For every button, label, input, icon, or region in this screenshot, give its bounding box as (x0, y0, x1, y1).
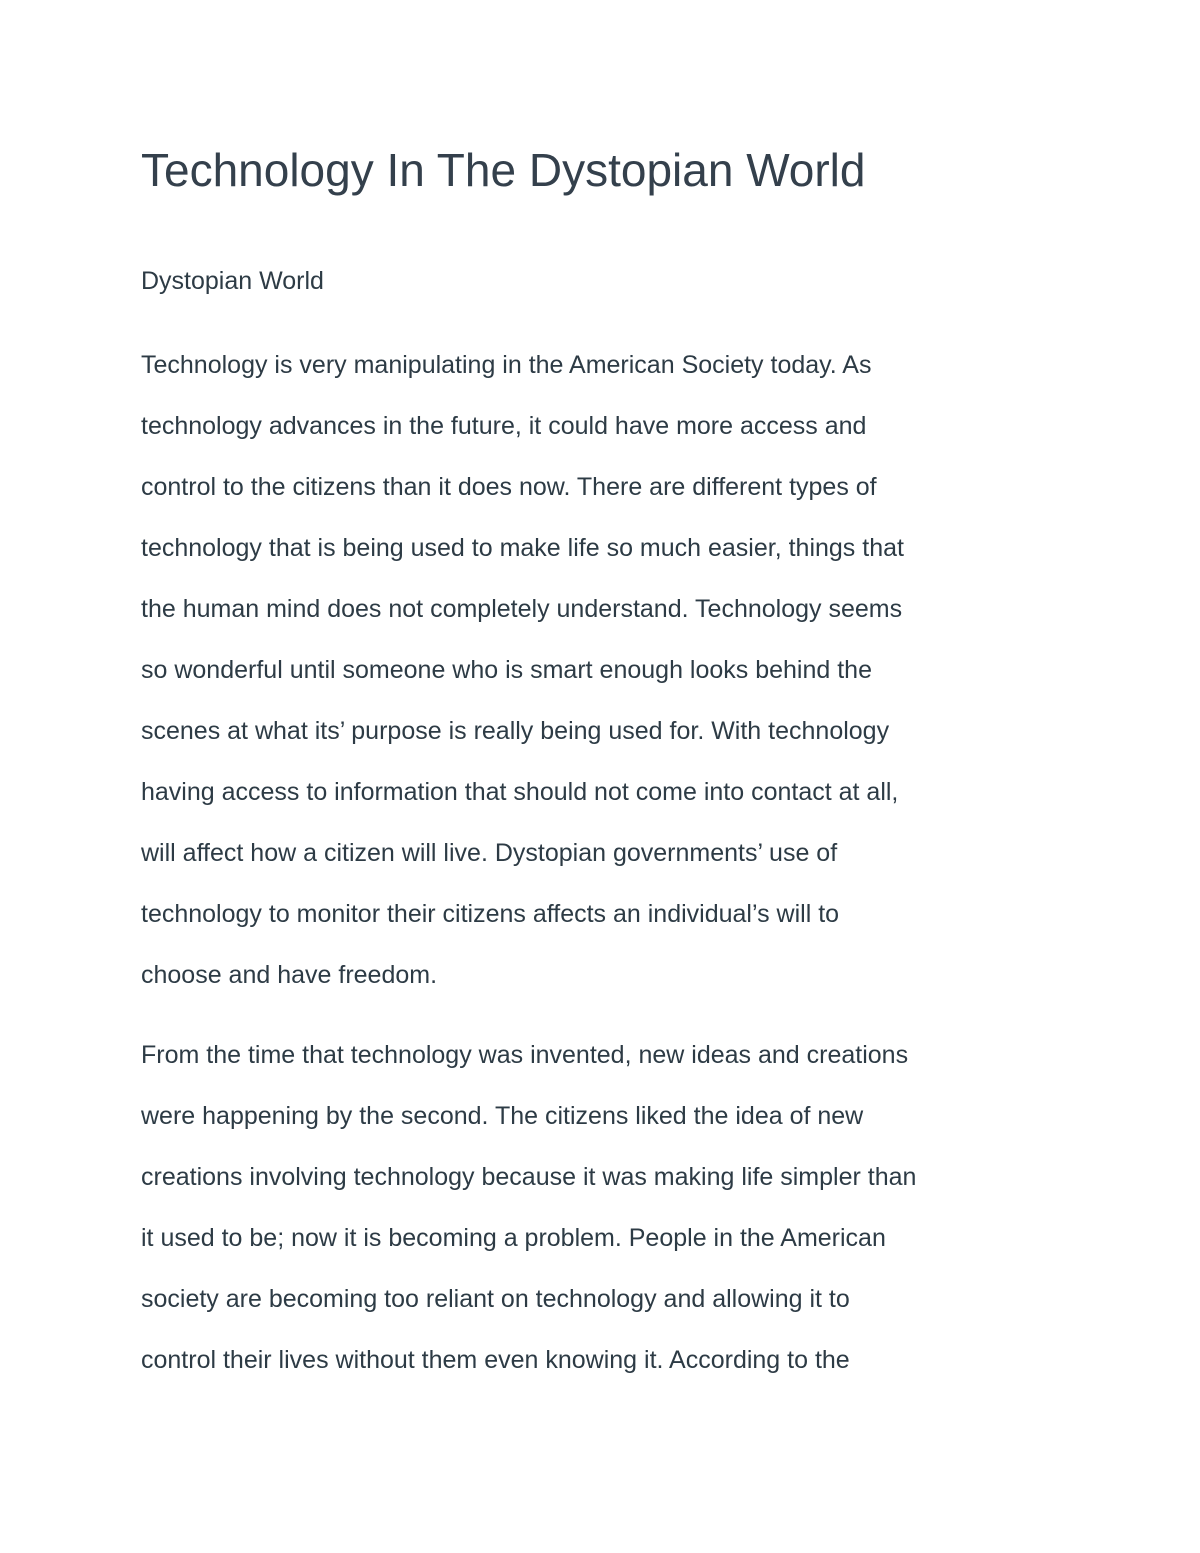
paragraph-line: so wonderful until someone who is smart enough looks behind the (141, 656, 872, 684)
paragraph-line: Technology is very manipulating in the American Society today. As (141, 351, 872, 379)
paragraph-line: technology to monitor their citizens affects an individual’s will to (141, 900, 840, 928)
paragraph-line: having access to information that should not come into contact at all, (141, 778, 899, 806)
paragraph-line: technology that is being used to make life so much easier, things that (141, 534, 904, 562)
paragraph-1 (141, 350, 904, 1021)
paragraph-line: scenes at what its’ purpose is really being used for. With technology (141, 717, 890, 745)
document-subtitle: Dystopian World (141, 267, 324, 295)
paragraph-line: society are becoming too reliant on technology and allowing it to (141, 1285, 850, 1313)
paragraph-line: From the time that technology was invented, new ideas and creations (141, 1041, 909, 1069)
paragraph-line: will affect how a citizen will live. Dystopian governments’ use of (141, 839, 838, 867)
paragraph-line: control their lives without them even knowing it. According to the (141, 1346, 850, 1374)
document-title: Technology In The Dystopian World (141, 144, 866, 196)
paragraph-line: choose and have freedom. (141, 961, 438, 989)
paragraph-line: were happening by the second. The citizens liked the idea of new (141, 1102, 864, 1130)
paragraph-line: technology advances in the future, it could have more access and (141, 412, 867, 440)
paragraph-line: creations involving technology because it was making life simpler than (141, 1163, 917, 1191)
paragraph-line: the human mind does not completely understand. Technology seems (141, 595, 903, 623)
paragraph-2 (141, 1040, 916, 1406)
paragraph-line: control to the citizens than it does now. There are different types of (141, 473, 877, 501)
paragraph-line: it used to be; now it is becoming a problem. People in the American (141, 1224, 886, 1252)
